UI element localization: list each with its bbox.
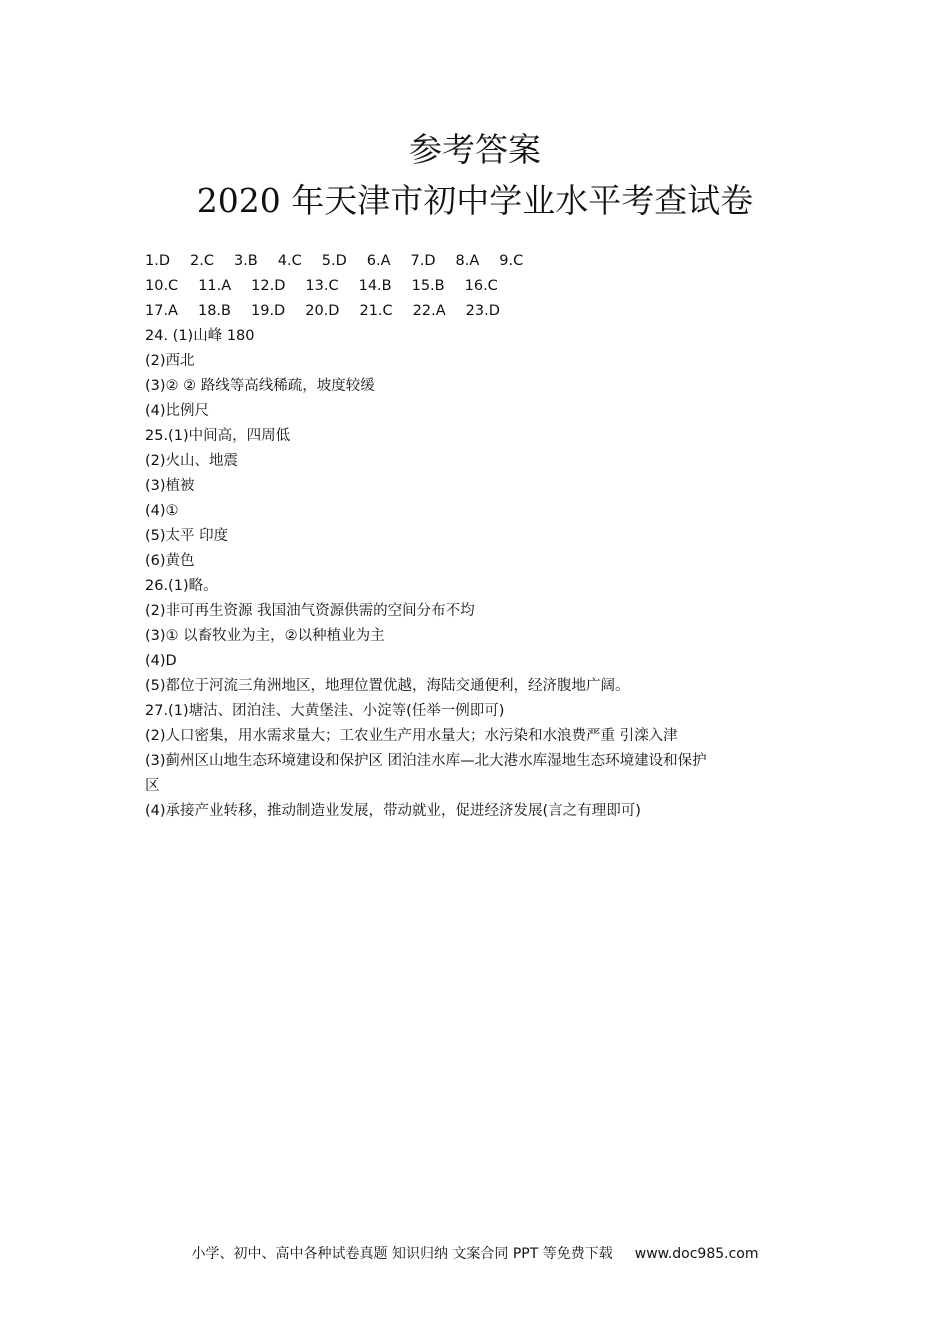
answer-line: (3)① 以畜牧业为主，②以种植业为主 xyxy=(145,628,385,644)
answer-line: (2)人口密集，用水需求量大；工农业生产用水量大；水污染和水浪费严重 引滦入津 xyxy=(145,728,678,744)
choice-answer: 13.C xyxy=(305,278,339,294)
choice-row xyxy=(145,299,825,324)
answer-line: (4)D xyxy=(145,653,177,669)
page-footer xyxy=(0,1243,950,1265)
answer-line: (4)承接产业转移，推动制造业发展，带动就业，促进经济发展(言之有理即可) xyxy=(145,803,641,819)
choice-answer: 17.A xyxy=(145,303,178,319)
choice-answer: 2.C xyxy=(190,253,214,269)
choice-answer: 12.D xyxy=(251,278,286,294)
answer-line: (6)黄色 xyxy=(145,553,195,569)
footer-text: 小学、初中、高中各种试卷真题 知识归纳 文案合同 PPT 等免费下载 xyxy=(191,1246,613,1262)
choice-answer: 3.B xyxy=(233,253,258,269)
choice-answer: 16.C xyxy=(464,278,498,294)
answer-line: 区 xyxy=(145,778,160,794)
footer-url: www.doc985.com xyxy=(634,1246,759,1262)
choice-answer: 11.A xyxy=(198,278,232,294)
answer-list xyxy=(145,249,825,824)
answer-line: 25.(1)中间高，四周低 xyxy=(145,428,291,444)
answer-line: 27.(1)塘沽、团泊洼、大黄堡洼、小淀等(任举一例即可) xyxy=(145,703,505,719)
choice-answer: 18.B xyxy=(197,303,231,319)
answer-line: (2)火山、地震 xyxy=(145,453,239,469)
choice-answer: 10.C xyxy=(145,278,179,294)
choice-answer: 22.A xyxy=(412,303,446,319)
choice-row xyxy=(145,274,825,299)
answer-line: 26.(1)略。 xyxy=(145,578,218,594)
choice-answer: 19.D xyxy=(251,303,286,319)
document-title: 参考答案 xyxy=(409,130,541,169)
choice-answer: 20.D xyxy=(305,303,340,319)
answer-line: (3)蓟州区山地生态环境建设和保护区 团泊洼水库—北大港水库湿地生态环境建设和保护 xyxy=(145,753,707,769)
choice-answer: 23.D xyxy=(465,303,500,319)
answer-line: (2)西北 xyxy=(145,353,195,369)
choice-answer: 7.D xyxy=(410,253,436,269)
answer-line: (3)植被 xyxy=(145,478,195,494)
choice-answer: 15.B xyxy=(411,278,445,294)
choice-answer: 1.D xyxy=(145,253,170,269)
answer-line: (4)① xyxy=(145,503,179,519)
open-answers xyxy=(145,324,825,824)
multiple-choice-answers xyxy=(145,249,825,324)
choice-row xyxy=(145,249,825,274)
choice-answer: 5.D xyxy=(321,253,347,269)
answer-line: (5)太平 印度 xyxy=(145,528,229,544)
choice-answer: 21.C xyxy=(359,303,393,319)
answer-line: (2)非可再生资源 我国油气资源供需的空间分布不均 xyxy=(145,603,475,619)
answer-line: (4)比例尺 xyxy=(145,403,210,419)
answer-line: (5)都位于河流三角洲地区，地理位置优越，海陆交通便利，经济腹地广阔。 xyxy=(145,678,630,694)
answer-line: 24. (1)山峰 180 xyxy=(145,328,255,344)
document-subtitle: 2020 年天津市初中学业水平考查试卷 xyxy=(196,181,754,220)
choice-answer: 8.A xyxy=(455,253,480,269)
choice-answer: 6.A xyxy=(366,253,391,269)
choice-answer: 14.B xyxy=(358,278,392,294)
choice-answer: 4.C xyxy=(277,253,302,269)
choice-answer: 9.C xyxy=(499,253,524,269)
answer-line: (3)② ② 路线等高线稀疏，坡度较缓 xyxy=(145,378,375,394)
